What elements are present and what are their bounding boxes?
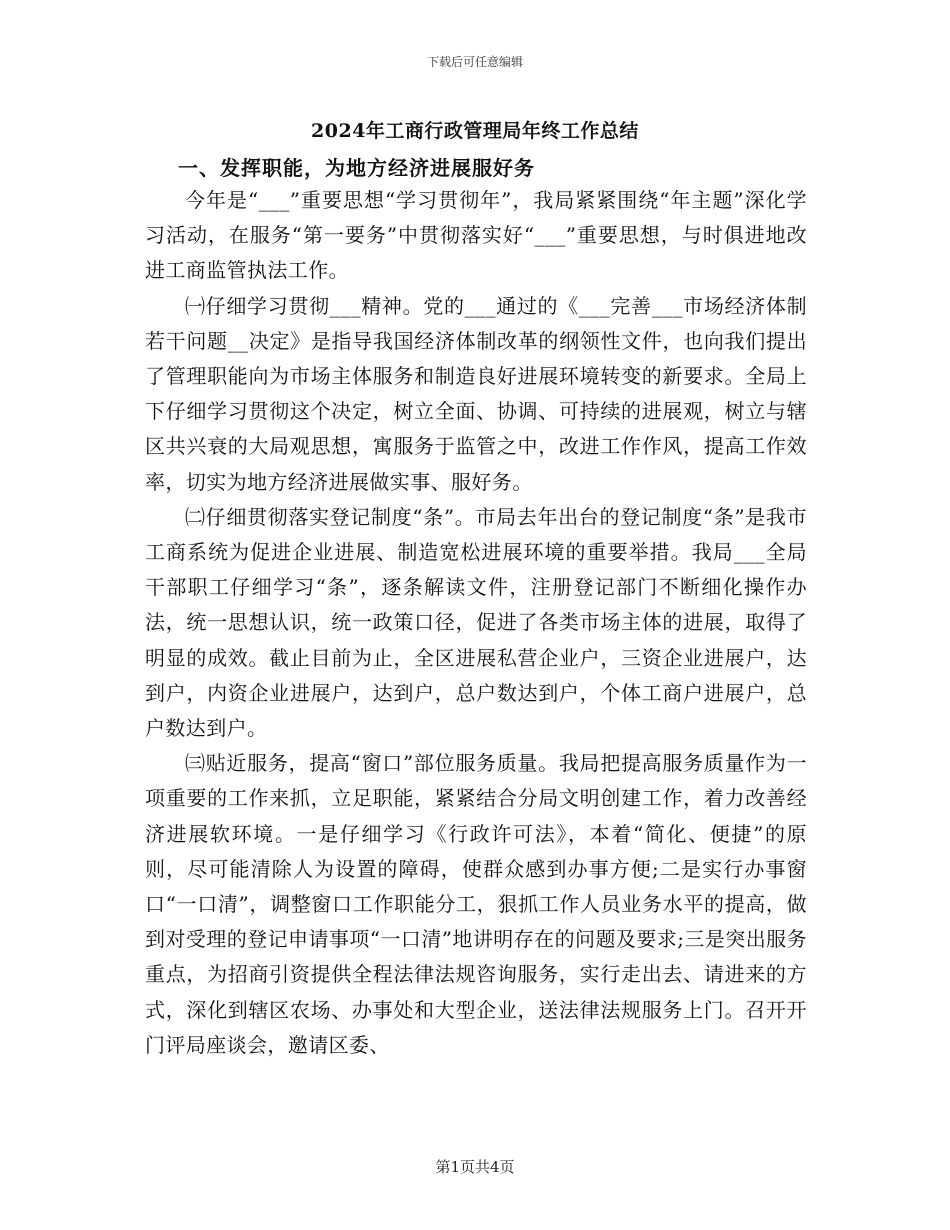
paragraph: 今年是“___”重要思想“学习贯彻年”，我局紧紧围绕“年主题”深化学习活动，在服务“第一要务”中贯彻落实好“___”重要思想，与时俱进地改进工商监管执法工作。 [145,188,807,283]
document-body [145,183,807,1063]
document-title: 2024年工商行政管理局年终工作总结 [311,120,639,142]
page-footer: 第1页共4页 [435,1158,515,1176]
paragraph: ㈡仔细贯彻落实登记制度“条”。市局去年出台的登记制度“条”是我市工商系统为促进企业进展、制造宽松进展环境的重要举措。我局___全局干部职工仔细学习“条”，逐条解读文件，注册登记部门不断细化操作办法，统一思想认识，统一政策口径，促进了各类市场主体的进展，取得了明显的成效。截止目前为止，全区进展私营企业户，三资企业进展户，达到户，内资企业进展户，达到户，总户数达到户，个体工商户进展户，总户数达到户。 [145,504,807,741]
section-heading: 一、发挥职能，为地方经济进展服好务 [178,156,535,180]
paragraph: ㈠仔细学习贯彻___精神。党的___通过的《___完善___市场经济体制若干问题__决定》是指导我国经济体制改革的纲领性文件，也向我们提出了管理职能向为市场主体服务和制造良好进展环境转变的新要求。全局上下仔细学习贯彻这个决定，树立全面、协调、可持续的进展观，树立与辖区共兴衰的大局观思想，寓服务于监管之中，改进工作作风，提高工作效率，切实为地方经济进展做实事、服好务。 [145,293,807,494]
paragraph: ㈢贴近服务，提高“窗口”部位服务质量。我局把提高服务质量作为一项重要的工作来抓，立足职能，紧紧结合分局文明创建工作，着力改善经济进展软环境。一是仔细学习《行政许可法》，本着“简化、便捷”的原则，尽可能清除人为设置的障碍，使群众感到办事方便;二是实行办事窗口“一口清”，调整窗口工作职能分工，狠抓工作人员业务水平的提高，做到对受理的登记申请事项“一口清”地讲明存在的问题及要求;三是突出服务重点，为招商引资提供全程法律法规咨询服务，实行走出去、请进来的方式，深化到辖区农场、办事处和大型企业，送法律法规服务上门。召开开门评局座谈会，邀请区委、 [145,751,807,1057]
header-note: 下载后可任意编辑 [426,55,523,69]
